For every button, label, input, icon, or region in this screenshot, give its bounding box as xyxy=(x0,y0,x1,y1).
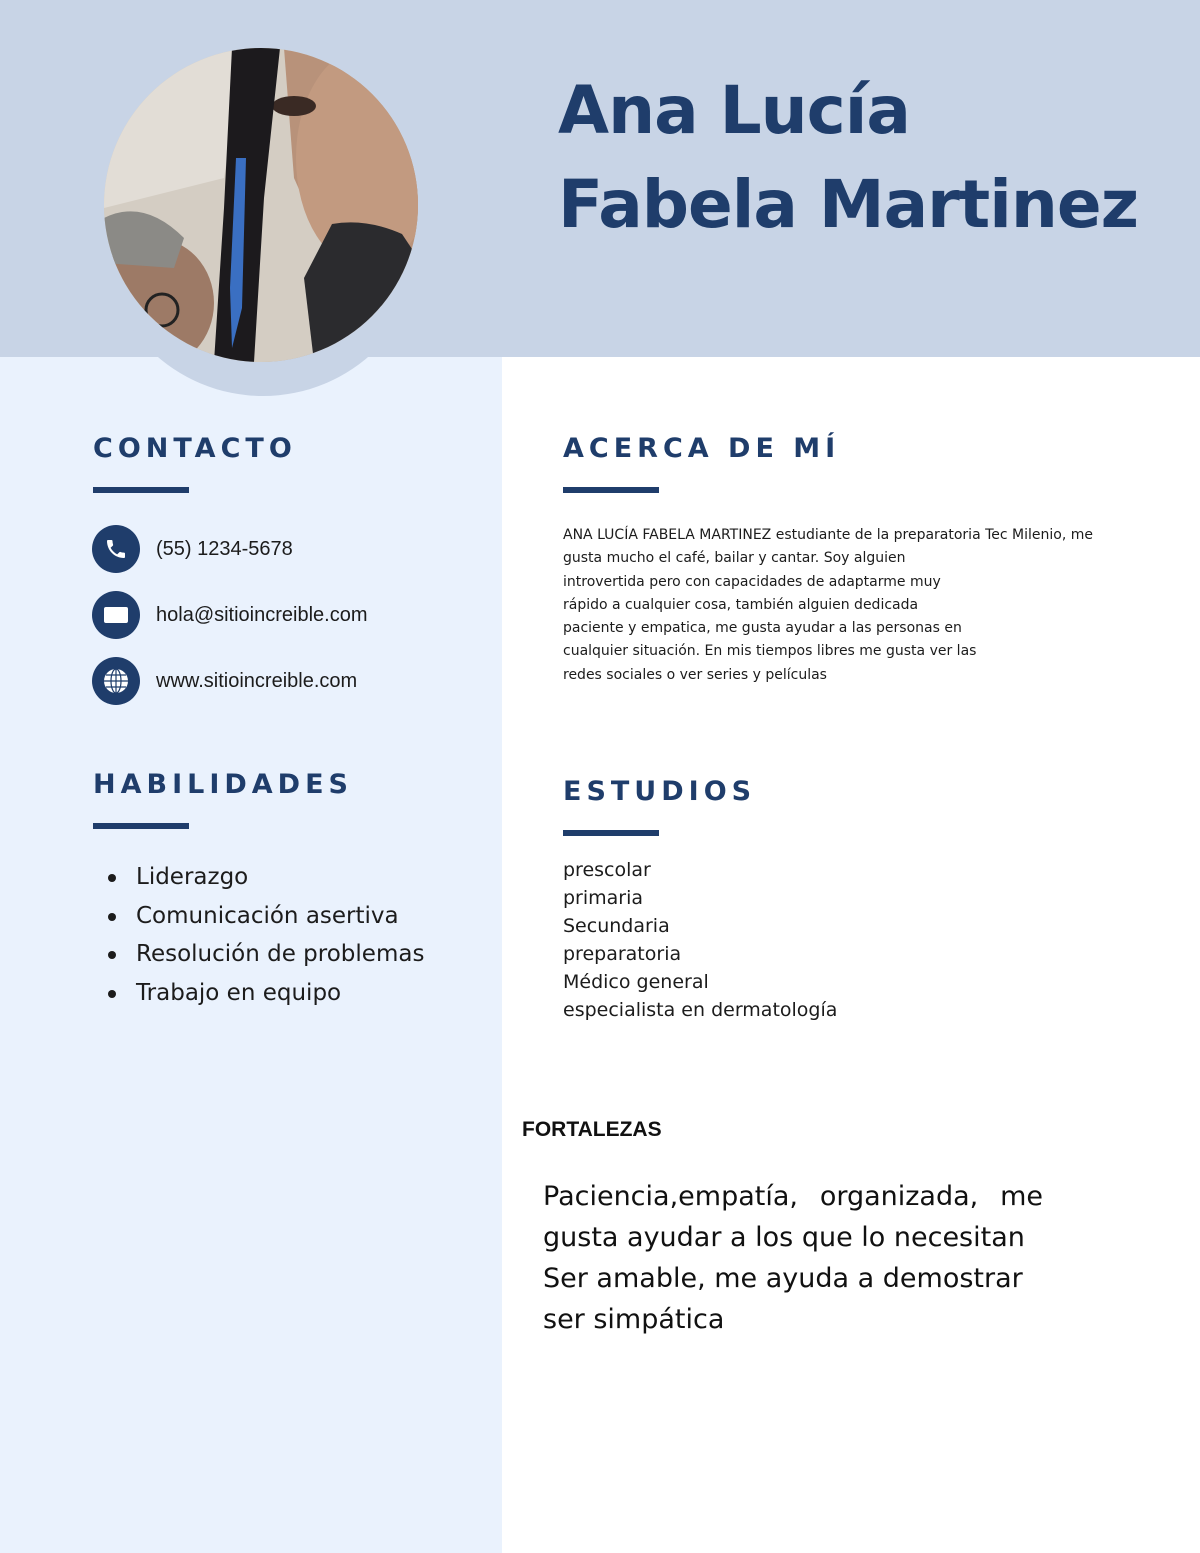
phone-icon xyxy=(92,525,140,573)
skill-item: Liderazgo xyxy=(108,858,424,897)
strengths-text xyxy=(543,1176,1043,1340)
study-item: preparatoria xyxy=(563,943,682,965)
contact-title: CONTACTO xyxy=(93,433,297,464)
skill-item: Trabajo en equipo xyxy=(108,974,424,1013)
contact-title-rule xyxy=(93,487,189,493)
studies-title-rule xyxy=(563,830,659,836)
contact-email xyxy=(92,591,368,639)
about-line: rápido a cualquier cosa, también alguien dedicada xyxy=(563,596,919,613)
strengths-word: organizada, xyxy=(819,1181,979,1212)
skills-list xyxy=(108,858,424,1012)
study-item: prescolar xyxy=(563,859,651,881)
about-line: cualquier situación. En mis tiempos libres me gusta ver las xyxy=(563,643,977,660)
about-text xyxy=(563,524,1123,687)
study-item: Secundaria xyxy=(563,915,670,937)
about-line: redes sociales o ver series y películas xyxy=(563,666,827,683)
skill-item: Resolución de problemas xyxy=(108,935,424,974)
strengths-line-2: gusta ayudar a los que lo necesitan xyxy=(543,1222,1025,1253)
study-item: primaria xyxy=(563,887,644,909)
strengths-line-4: ser simpática xyxy=(543,1304,725,1335)
about-line: ANA LUCÍA FABELA MARTINEZ estudiante de la preparatoria Tec Milenio, me xyxy=(563,527,1093,543)
contact-phone-text: (55) 1234-5678 xyxy=(156,537,293,560)
studies-title: ESTUDIOS xyxy=(563,776,757,807)
studies-list xyxy=(563,856,837,1024)
name-second-line: Fabela Martinez xyxy=(558,166,1138,243)
strengths-word: Paciencia,empatía, xyxy=(543,1181,798,1212)
profile-photo-illustration xyxy=(104,48,418,362)
about-line: introvertida pero con capacidades de adaptarme muy xyxy=(563,573,941,590)
about-title-rule xyxy=(563,487,659,493)
strengths-line-1 xyxy=(543,1176,1043,1217)
skills-title: HABILIDADES xyxy=(93,769,353,800)
globe-icon xyxy=(92,657,140,705)
strengths-line-3: Ser amable, me ayuda a demostrar xyxy=(543,1263,1023,1294)
study-item: Médico general xyxy=(563,971,709,993)
about-line: gusta mucho el café, bailar y cantar. Soy alguien xyxy=(563,550,906,567)
contact-website xyxy=(92,657,357,705)
skills-title-rule xyxy=(93,823,189,829)
name-first-line: Ana Lucía xyxy=(558,72,910,149)
skill-item: Comunicación asertiva xyxy=(108,897,424,936)
mail-icon xyxy=(92,591,140,639)
contact-email-text[interactable]: hola@sitioincreible.com xyxy=(156,603,368,626)
about-line: paciente y empatica, me gusta ayudar a las personas en xyxy=(563,620,962,637)
about-title: ACERCA DE MÍ xyxy=(563,433,841,464)
full-name xyxy=(558,64,1138,252)
profile-photo xyxy=(104,48,418,362)
study-item: especialista en dermatología xyxy=(563,999,838,1021)
strengths-title: FORTALEZAS xyxy=(522,1118,662,1141)
strengths-word: me xyxy=(1000,1181,1043,1212)
contact-phone xyxy=(92,525,293,573)
contact-website-text[interactable]: www.sitioincreible.com xyxy=(156,669,358,692)
